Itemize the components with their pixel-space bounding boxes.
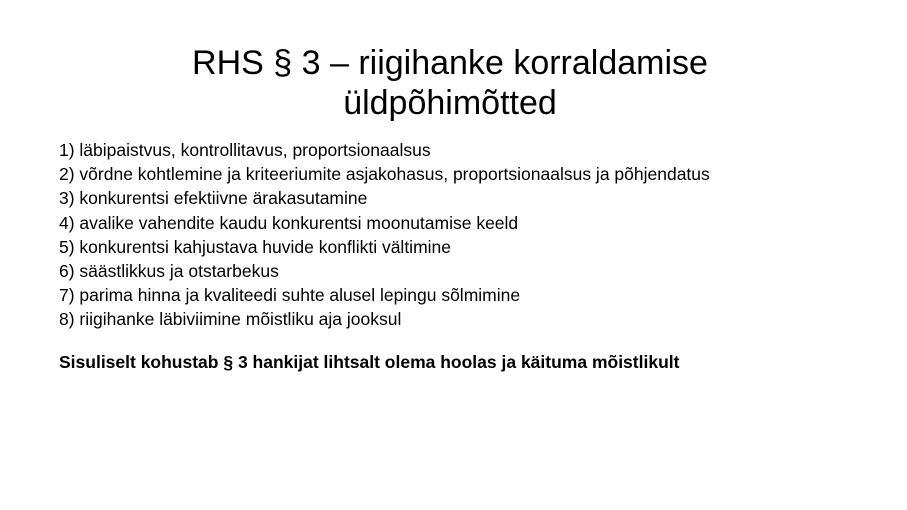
principle-item-7: 7) parima hinna ja kvaliteedi suhte alusel lepingu sõlmimine — [59, 285, 521, 306]
principle-item-4: 4) avalike vahendite kaudu konkurentsi moonutamise keeld — [59, 212, 519, 233]
principle-item-3: 3) konkurentsi efektiivne ärakasutamine — [59, 188, 368, 209]
summary-statement: Sisuliselt kohustab § 3 hankijat lihtsalt olema hoolas ja käituma mõistlikult — [59, 351, 680, 372]
slide-body — [59, 138, 879, 374]
slide-title — [60, 43, 840, 123]
principle-item-2: 2) võrdne kohtlemine ja kriteeriumite asjakohasus, proportsionaalsus ja põhjendatus — [59, 164, 710, 185]
slide-title-line-1: RHS § 3 – riigihanke korraldamise — [192, 44, 708, 82]
principles-list — [59, 138, 879, 332]
principle-item-8: 8) riigihanke läbiviimine mõistliku aja jooksul — [59, 309, 402, 330]
principle-item-6: 6) säästlikkus ja otstarbekus — [59, 261, 279, 282]
principle-item-1: 1) läbipaistvus, kontrollitavus, proportsionaalsus — [59, 140, 431, 160]
slide-title-line-2: üldpõhimõtted — [343, 84, 557, 122]
principle-item-5: 5) konkurentsi kahjustava huvide konflikti vältimine — [59, 236, 451, 257]
